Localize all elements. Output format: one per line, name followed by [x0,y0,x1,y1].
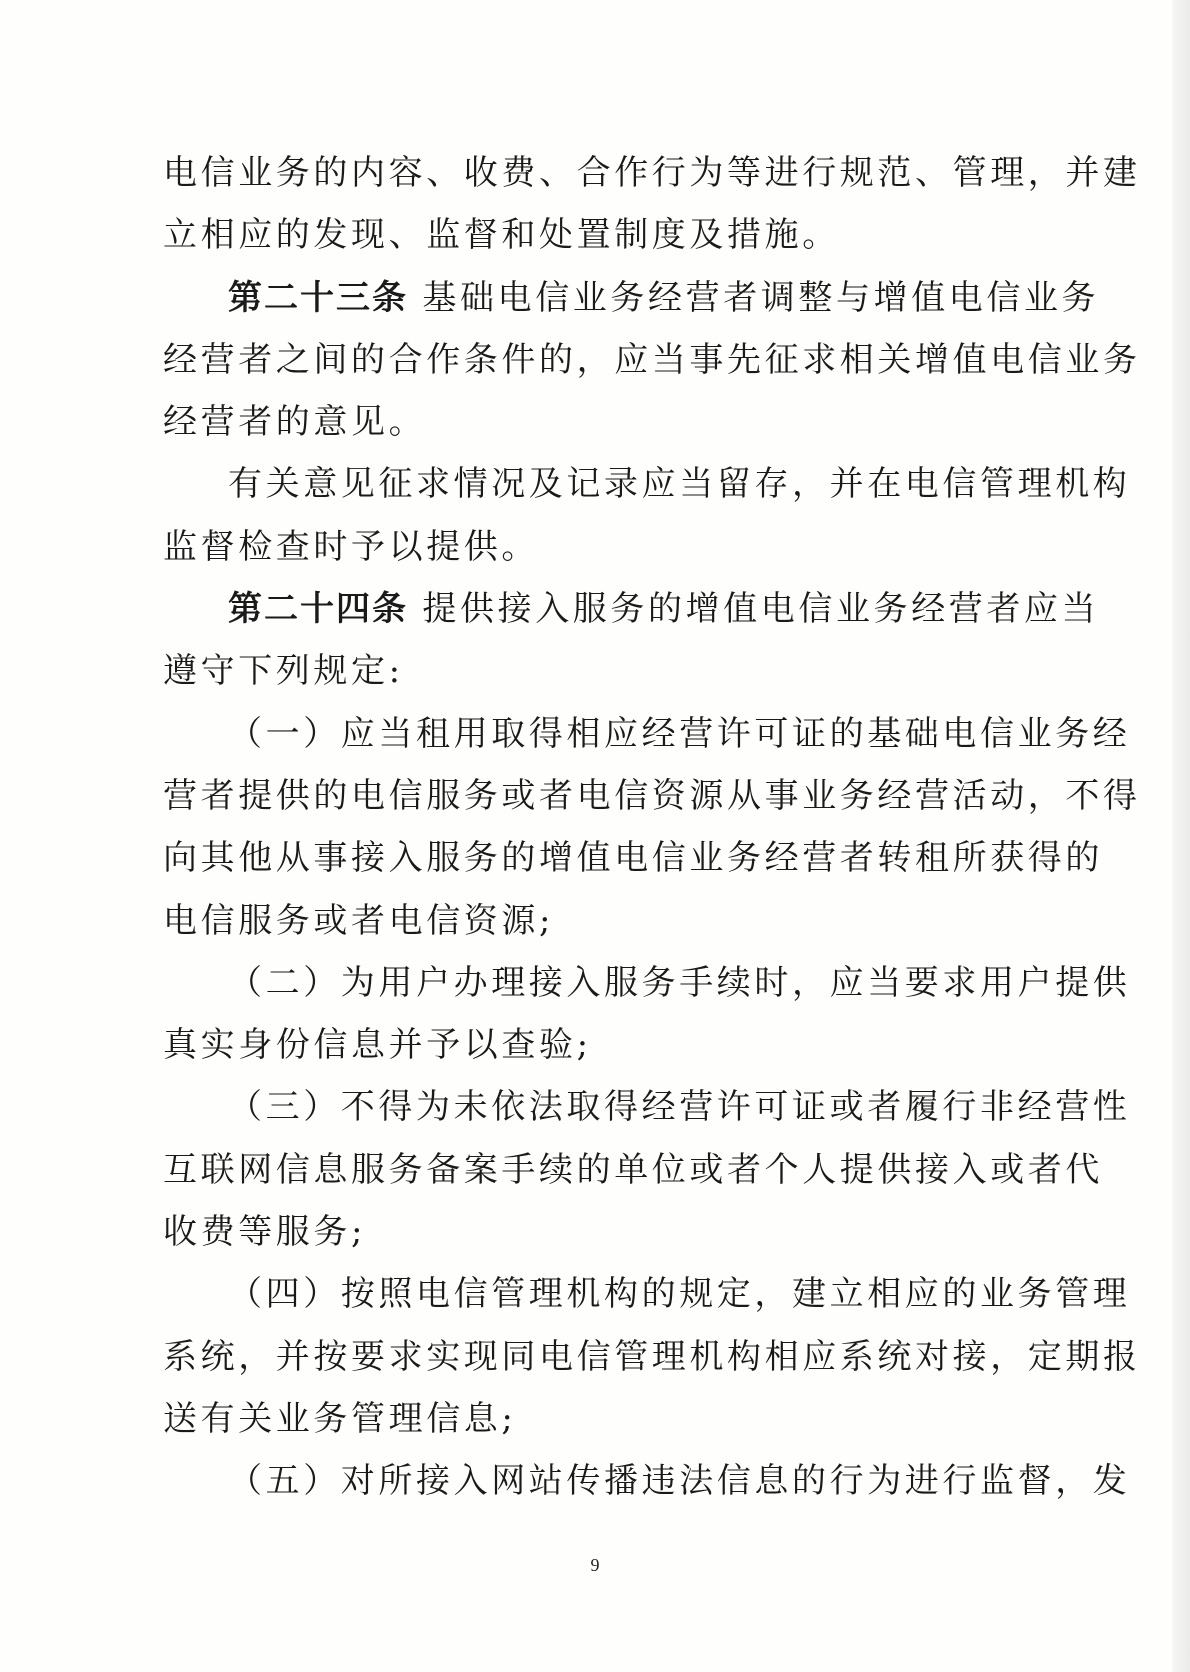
article-heading: 第二十四条 [228,589,408,630]
text-line-5: 经营者的意见。 [163,402,427,443]
text-line-13: 电信服务或者电信资源; [163,900,555,941]
text-line-20: 系统，并按要求实现同电信管理机构相应系统对接，定期报 [163,1336,1141,1377]
text-line-2: 立相应的发现、监督和处置制度及措施。 [163,215,840,256]
text-line-9: 遵守下列规定: [163,651,404,692]
clause-2-line-1: （二）为用户办理接入服务手续时，应当要求用户提供 [228,962,1131,1003]
text-line-15: 真实身份信息并予以查验; [163,1025,592,1066]
document-body [163,142,1141,1513]
article-heading: 第二十三条 [228,277,408,318]
scan-edge-shadow [1172,0,1190,1672]
article-23-line-1: 第二十三条 基础电信业务经营者调整与增值电信业务 [228,277,1100,318]
page-number: 9 [590,1555,600,1575]
text-line-1: 电信业务的内容、收费、合作行为等进行规范、管理，并建 [163,153,1141,193]
text-line-21: 送有关业务管理信息; [163,1398,517,1439]
text-line-7: 监督检查时予以提供。 [163,526,539,567]
text-line-18: 收费等服务; [163,1212,367,1253]
article-24-line-1: 第二十四条 提供接入服务的增值电信业务经营者应当 [228,589,1100,630]
clause-5-line-1: （五）对所接入网站传播违法信息的行为进行监督，发 [228,1461,1131,1502]
clause-3-line-1: （三）不得为未依法取得经营许可证或者履行非经营性 [228,1087,1131,1128]
clause-1-line-1: （一）应当租用取得相应经营许可证的基础电信业务经 [228,713,1131,754]
text-line-4: 经营者之间的合作条件的，应当事先征求相关增值电信业务 [163,339,1141,380]
text-line-11: 营者提供的电信服务或者电信资源从事业务经营活动，不得 [163,775,1141,816]
text-line-12: 向其他从事接入服务的增值电信业务经营者转租所获得的 [163,838,1103,879]
text-line-6: 有关意见征求情况及记录应当留存，并在电信管理机构 [228,464,1131,505]
clause-4-line-1: （四）按照电信管理机构的规定，建立相应的业务管理 [228,1274,1131,1315]
text-line-17: 互联网信息服务备案手续的单位或者个人提供接入或者代 [163,1149,1103,1190]
